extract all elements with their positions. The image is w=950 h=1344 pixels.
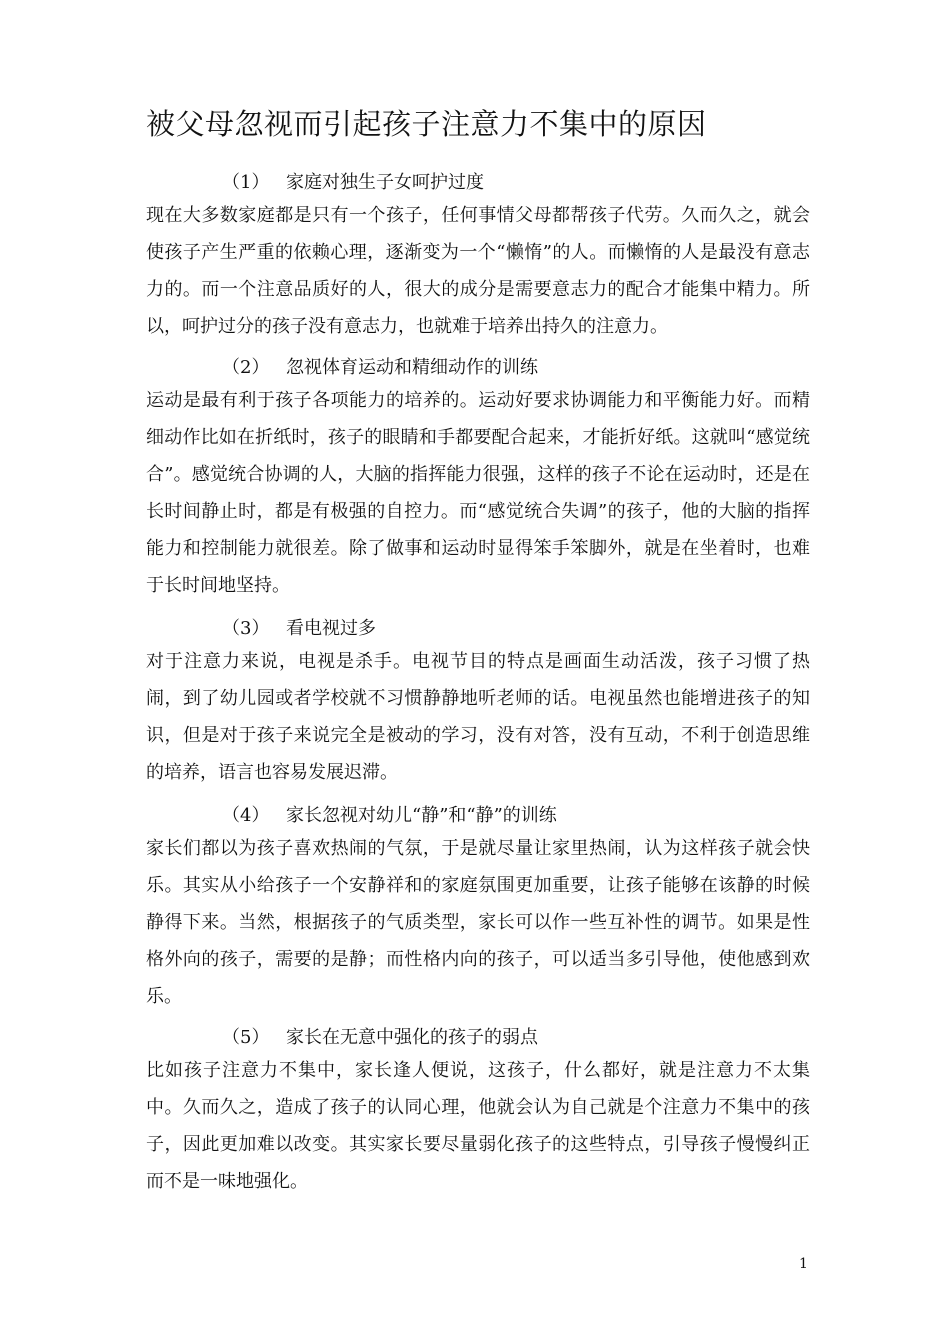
- section-body-5: 比如孩子注意力不集中，家长逢人便说，这孩子，什么都好，就是注意力不太集中。久而久之，造成了孩子的认同心理，他就会认为自己就是个注意力不集中的孩子，因此更加难以改变。其实家长要尽量弱化孩子的这些特点，引导孩子慢慢纠正而不是一味地强化。: [146, 1060, 810, 1192]
- section-number-4: （4）: [222, 805, 270, 826]
- section-heading-3: [222, 616, 822, 642]
- section-heading-text-5: 家长在无意中强化的孩子的弱点: [286, 1027, 538, 1048]
- section-heading-2: [222, 355, 822, 381]
- section-number-3: （3）: [222, 618, 270, 639]
- page-number: 1: [799, 1256, 808, 1272]
- section-body-2: 运动是最有利于孩子各项能力的培养的。运动好要求协调能力和平衡能力好。而精细动作比如在折纸时，孩子的眼睛和手都要配合起来，才能折好纸。这就叫“感觉统合”。感觉统合协调的人，大脑的指挥能力很强，这样的孩子不论在运动时，还是在长时间静止时，都是有极强的自控力。而“感觉统合失调”的孩子，他的大脑的指挥能力和控制能力就很差。除了做事和运动时显得笨手笨脚外，就是在坐着时，也难于长时间地坚持。: [146, 390, 810, 596]
- section-body-4: 家长们都以为孩子喜欢热闹的气氛，于是就尽量让家里热闹，认为这样孩子就会快乐。其实从小给孩子一个安静祥和的家庭氛围更加重要，让孩子能够在该静的时候静得下来。当然，根据孩子的气质类型，家长可以作一些互补性的调节。如果是性格外向的孩子，需要的是静；而性格内向的孩子，可以适当多引导他，使他感到欢乐。: [146, 838, 810, 1007]
- section-heading-1: [222, 170, 822, 196]
- section-number-5: （5）: [222, 1027, 270, 1048]
- section-number-2: （2）: [222, 357, 270, 378]
- section-heading-5: [222, 1025, 822, 1051]
- section-heading-text-1: 家庭对独生子女呵护过度: [286, 172, 484, 193]
- section-heading-4: [222, 803, 822, 829]
- section-heading-text-4: 家长忽视对幼儿“静”和“静”的训练: [286, 805, 557, 826]
- section-body-1: 现在大多数家庭都是只有一个孩子，任何事情父母都帮孩子代劳。久而久之，就会使孩子产生严重的依赖心理，逐渐变为一个“懒惰”的人。而懒惰的人是最没有意志力的。而一个注意品质好的人，很大的成分是需要意志力的配合才能集中精力。所以，呵护过分的孩子没有意志力，也就难于培养出持久的注意力。: [146, 205, 810, 337]
- section-heading-text-2: 忽视体育运动和精细动作的训练: [286, 357, 538, 378]
- page-title: 被父母忽视而引起孩子注意力不集中的原因: [146, 107, 707, 141]
- section-body-3: 对于注意力来说，电视是杀手。电视节目的特点是画面生动活泼，孩子习惯了热闹，到了幼儿园或者学校就不习惯静静地听老师的话。电视虽然也能增进孩子的知识，但是对于孩子来说完全是被动的学习，没有对答，没有互动，不利于创造思维的培养，语言也容易发展迟滞。: [146, 651, 810, 783]
- section-number-1: （1）: [222, 172, 270, 193]
- section-heading-text-3: 看电视过多: [286, 618, 376, 639]
